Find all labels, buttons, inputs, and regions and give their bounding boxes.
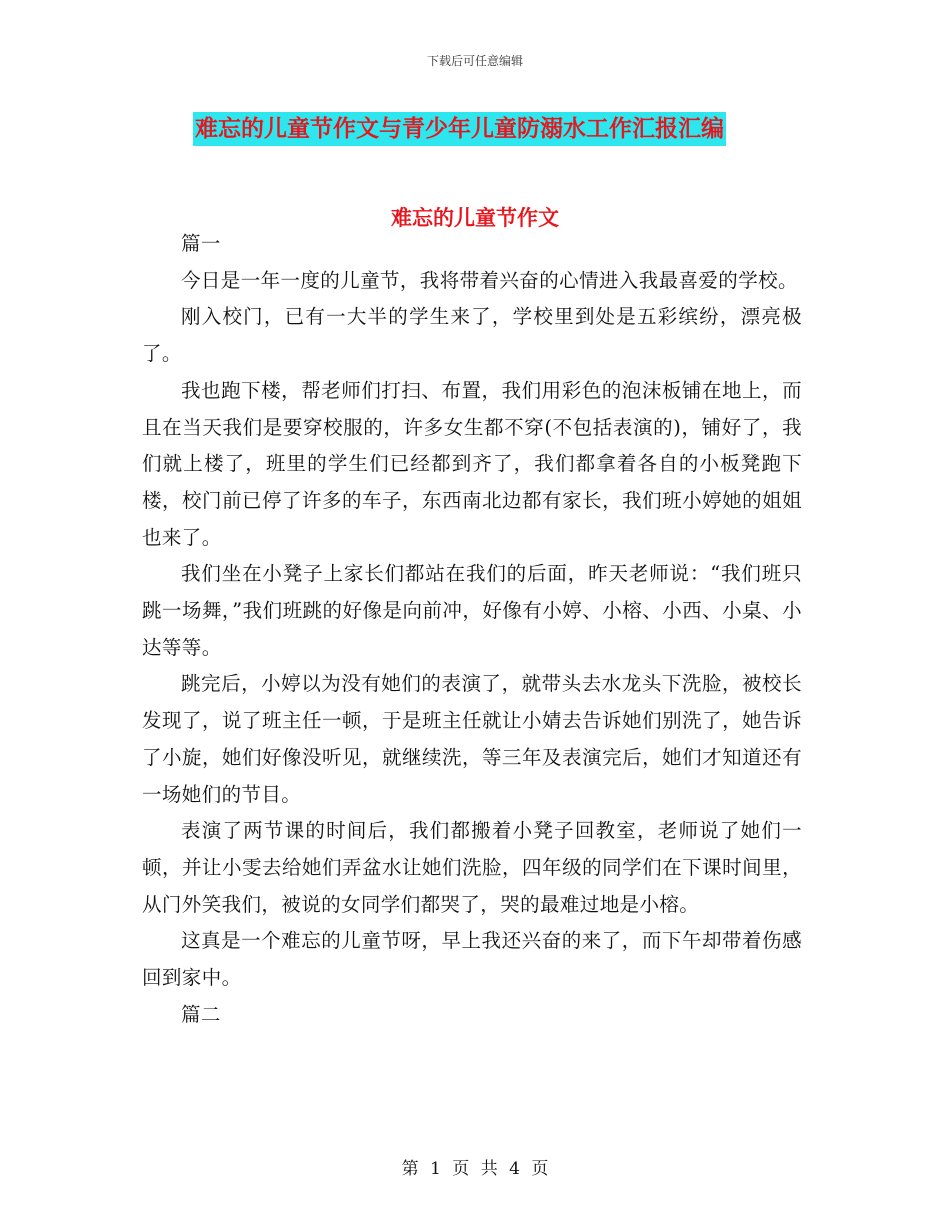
document-body [142, 226, 802, 1033]
paragraph: 我也跑下楼，帮老师们打扫、布置，我们用彩色的泡沫板铺在地上，而且在当天我们是要穿校服的，许多女生都不穿(不包括表演的)，铺好了，我们就上楼了，班里的学生们已经都到齐了，我们都拿着各自的小板凳跑下楼，校门前已停了许多的车子，东西南北边都有家长，我们班小婷她的姐姐也来了。 [142, 378, 802, 549]
section-title: 难忘的儿童节作文 [391, 205, 559, 230]
paragraph: 今日是一年一度的儿童节，我将带着兴奋的心情进入我最喜爱的学校。 [181, 268, 798, 292]
page-number: 第 1 页 共 4 页 [401, 1159, 549, 1179]
paragraph: 跳完后，小婷以为没有她们的表演了，就带头去水龙头下洗脸，被校长发现了，说了班主任一顿，于是班主任就让小婧去告诉她们别洗了，她告诉了小旋，她们好像没听见，就继续洗，等三年及表演完后，她们才知道还有一场她们的节目。 [142, 672, 802, 806]
paragraph: 刚入校门，已有一大半的学生来了，学校里到处是五彩缤纷，漂亮极了。 [142, 305, 802, 366]
document-title: 难忘的儿童节作文与青少年儿童防溺水工作汇报汇编 [193, 112, 726, 146]
paragraph: 我们坐在小凳子上家长们都站在我们的后面，昨天老师说：“我们班只跳一场舞，”我们班跳的好像是向前冲，好像有小婷、小榕、小西、小桌、小达等等。 [142, 562, 802, 659]
paragraph-part-one-heading: 篇一 [181, 232, 221, 255]
header-note: 下载后可任意编辑 [426, 54, 523, 68]
paragraph-part-two-heading: 篇二 [181, 1002, 221, 1026]
paragraph: 这真是一个难忘的儿童节呀，早上我还兴奋的来了，而下午却带着伤感回到家中。 [142, 929, 802, 990]
paragraph: 表演了两节课的时间后，我们都搬着小凳子回教室，老师说了她们一顿，并让小雯去给她们弄盆水让她们洗脸，四年级的同学们在下课时间里，从门外笑我们，被说的女同学们都哭了，哭的最难过地是小榕。 [142, 819, 802, 916]
